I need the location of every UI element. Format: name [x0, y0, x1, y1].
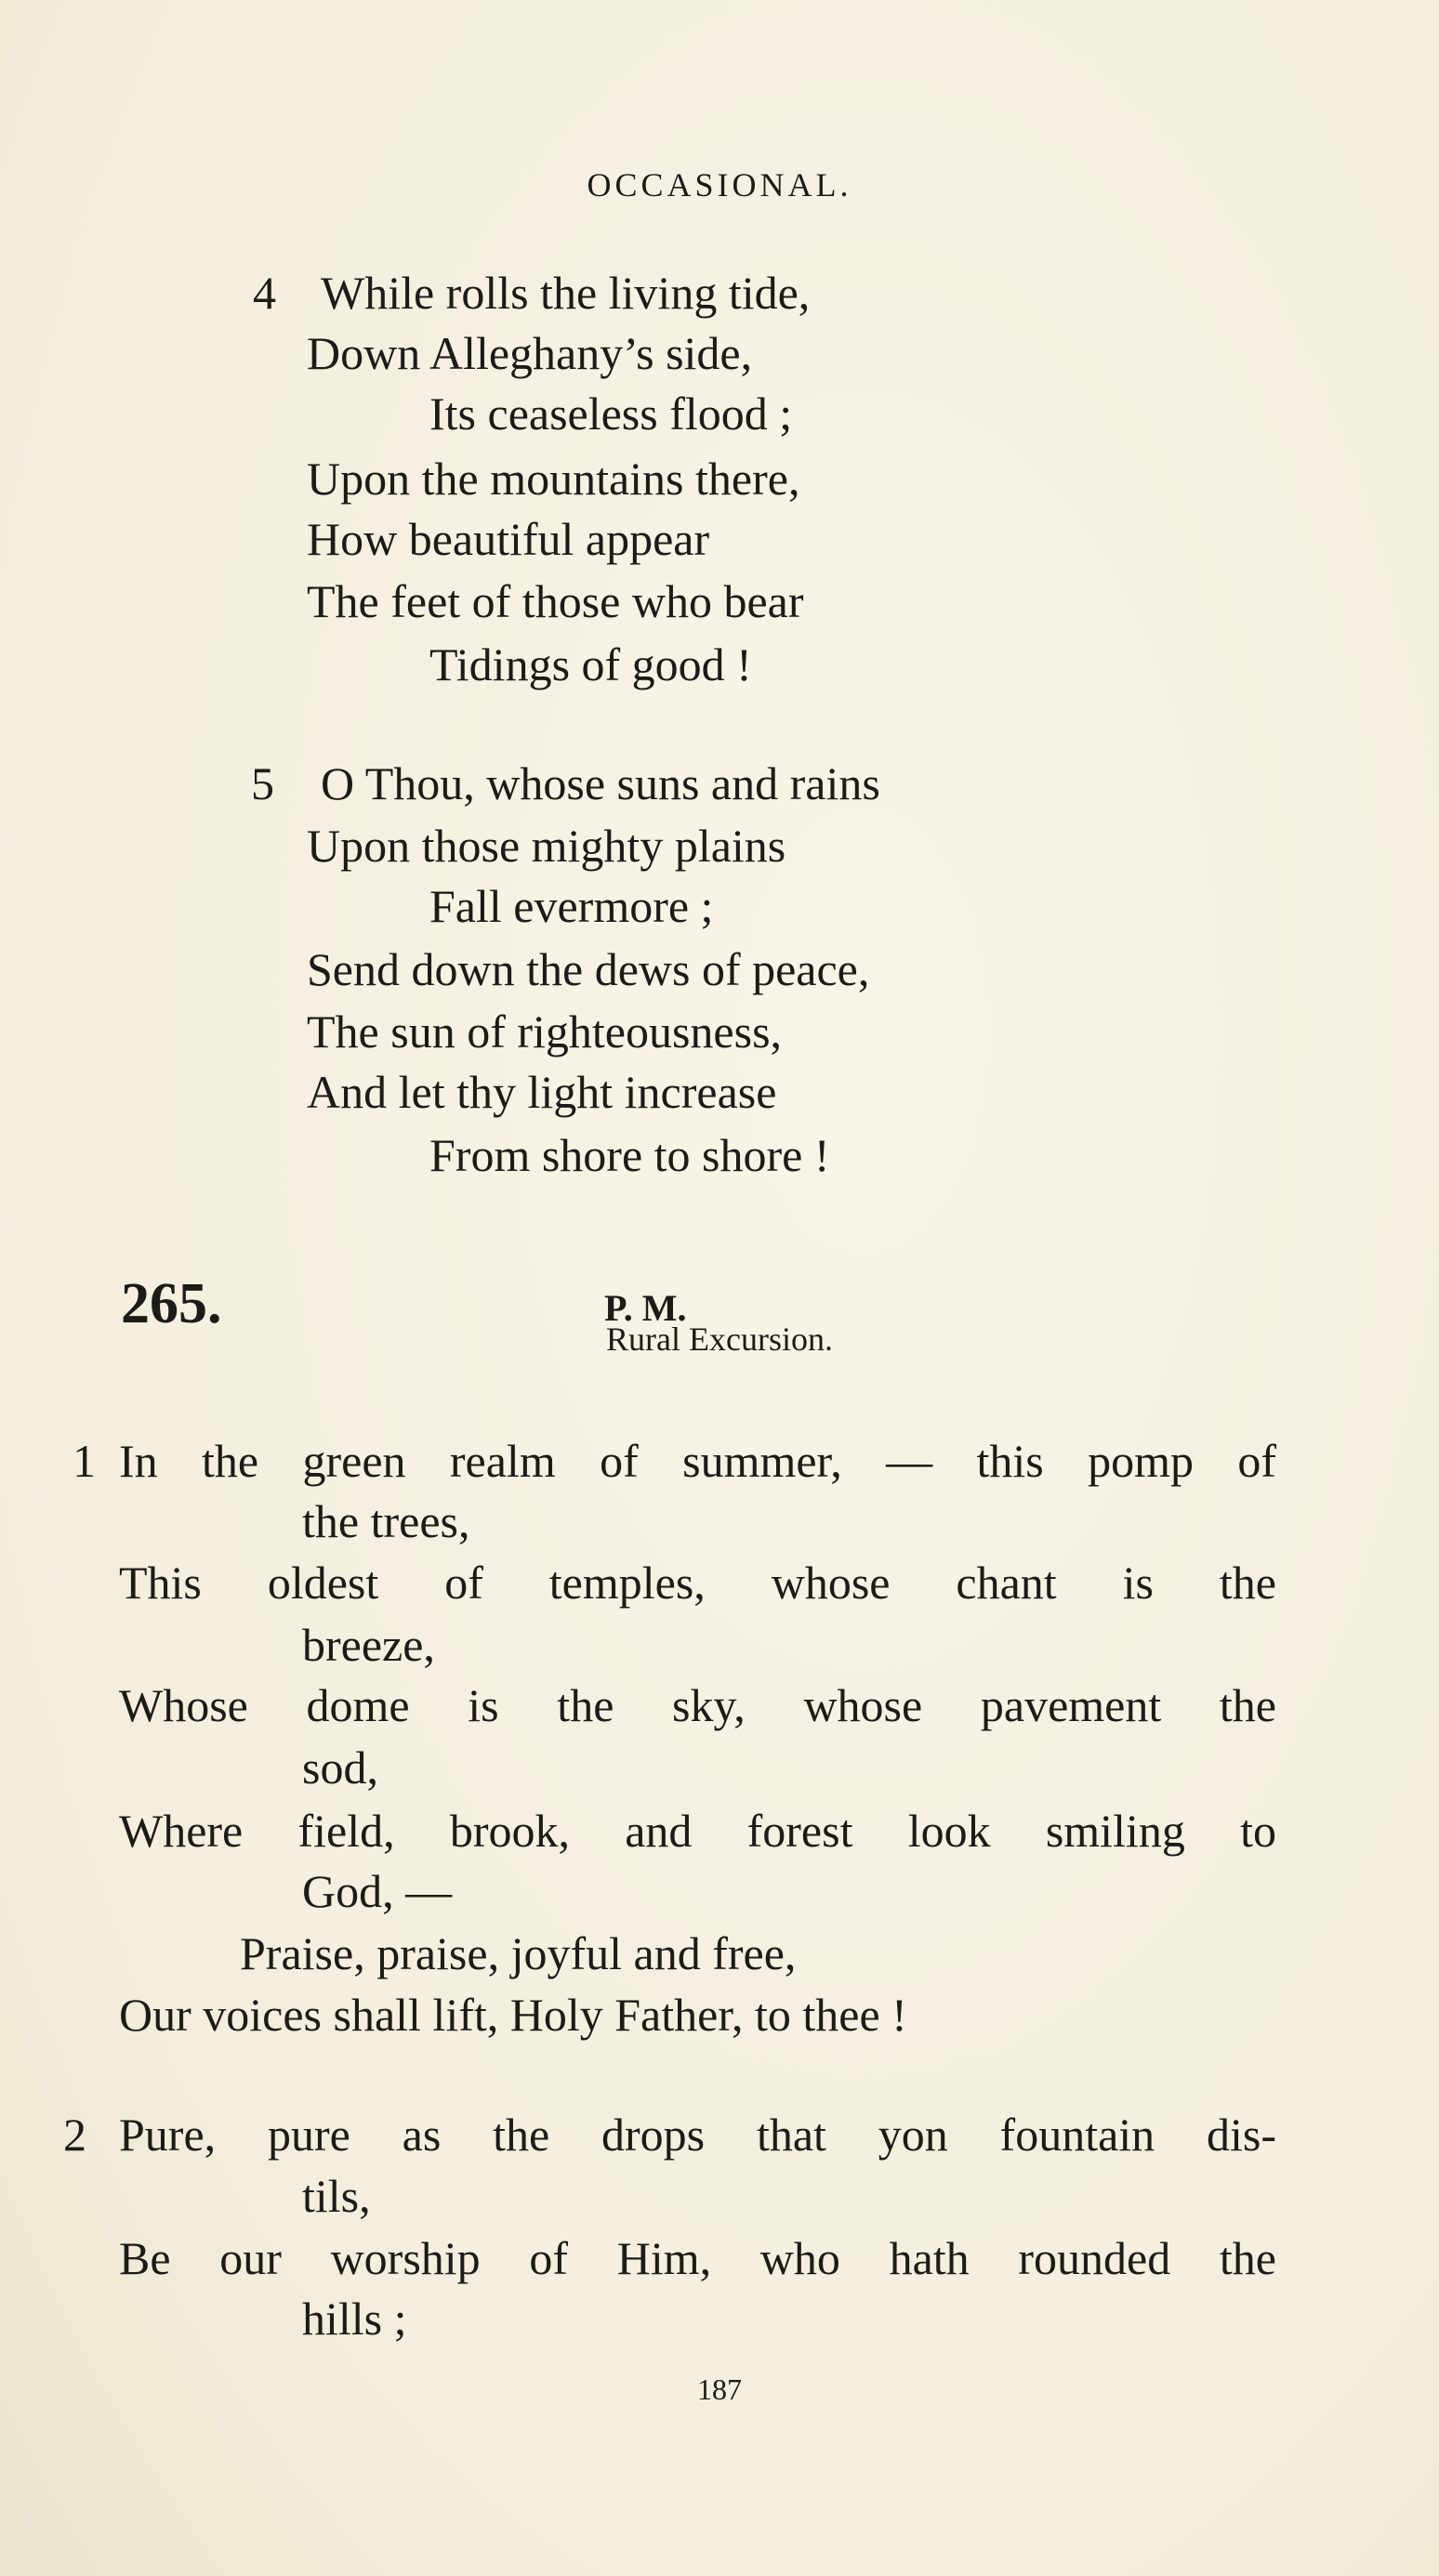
hymn-title: Rural Excursion.	[606, 1321, 833, 1358]
hymn-meter: P. M.	[604, 1287, 687, 1329]
stanza-5-line-7: From shore to shore !	[429, 1129, 830, 1181]
stanza-5-line-5: The sun of righteousness,	[307, 1005, 783, 1058]
hymn-stanza-2-number: 2	[63, 2109, 86, 2161]
stanza-4-line-7: Tidings of good !	[429, 638, 752, 690]
hymn-stanza-1-line-7: Where field, brook, and forest look smiling to	[119, 1805, 1276, 1857]
hymn-stanza-1-line-3: This oldest of temples, whose chant is the	[119, 1557, 1276, 1609]
stanza-4-line-3: Its ceaseless flood ;	[429, 388, 793, 440]
stanza-4-line-1: While rolls the living tide,	[321, 267, 811, 319]
hymn-stanza-2-line-3: Be our worship of Him, who hath rounded the	[119, 2232, 1276, 2284]
hymn-stanza-1-line-8: God, —	[302, 1865, 453, 1917]
stanza-5-number: 5	[251, 757, 274, 809]
stanza-4-number: 4	[253, 267, 276, 319]
hymn-stanza-1-line-2: the trees,	[302, 1495, 470, 1547]
hymn-stanza-2-line-4: hills ;	[302, 2293, 407, 2345]
stanza-5-line-2: Upon those mighty plains	[307, 820, 786, 872]
page-number: 187	[697, 2372, 742, 2406]
stanza-5-line-4: Send down the dews of peace,	[307, 943, 870, 995]
stanza-4-line-6: The feet of those who bear	[307, 575, 804, 627]
hymn-stanza-1-number: 1	[73, 1435, 96, 1487]
hymn-stanza-1-line-9: Praise, praise, joyful and free,	[240, 1927, 797, 1979]
hymn-number: 265.	[121, 1272, 222, 1335]
running-header: OCCASIONAL.	[587, 166, 852, 204]
stanza-4-line-4: Upon the mountains there,	[307, 453, 800, 505]
stanza-5-line-1: O Thou, whose suns and rains	[321, 757, 880, 809]
hymn-stanza-1-line-6: sod,	[302, 1741, 378, 1794]
hymn-stanza-1-line-4: breeze,	[302, 1619, 435, 1671]
stanza-4-line-2: Down Alleghany’s side,	[307, 327, 753, 379]
hymn-stanza-2-line-2: tils,	[302, 2170, 371, 2222]
stanza-5-line-6: And let thy light increase	[307, 1066, 777, 1118]
hymn-stanza-1-line-10: Our voices shall lift, Holy Father, to thee !	[119, 1989, 907, 2041]
stanza-5-line-3: Fall evermore ;	[429, 880, 714, 932]
hymn-stanza-1-line-5: Whose dome is the sky, whose pavement the	[119, 1679, 1276, 1731]
hymn-stanza-1-line-1: In the green realm of summer, — this pomp of	[119, 1435, 1276, 1487]
stanza-4-line-5: How beautiful appear	[307, 513, 710, 565]
hymn-stanza-2-line-1: Pure, pure as the drops that yon fountain dis-	[119, 2109, 1276, 2161]
